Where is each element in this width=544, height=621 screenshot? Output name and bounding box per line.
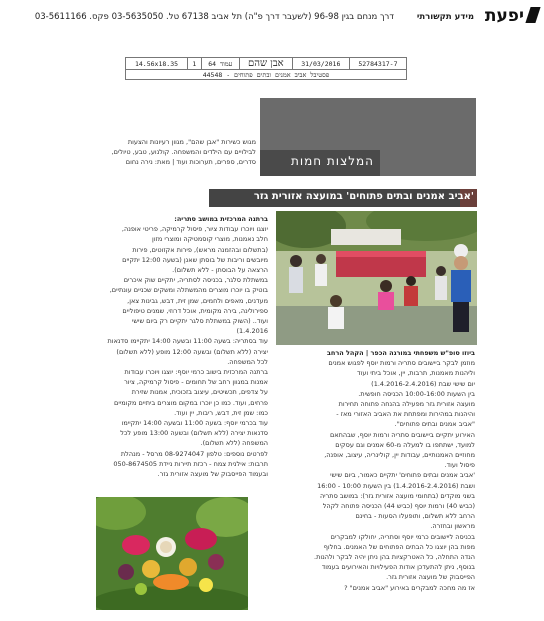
article-line: חלב נאמנות, מוצרי קוסמטיקה ומוצרי מזון bbox=[152, 235, 268, 244]
article-line: יוצגו ויוכרו עבודות ציור, פיסול קרמיקה, פריטי אופנה, bbox=[121, 225, 268, 234]
publication-name: אבן שהם bbox=[239, 58, 292, 70]
agency-name: מידע תקשורתי bbox=[416, 12, 474, 22]
article-line: מיובשים וריבות של בוסתן שאנן (בשעה 12:00 יתקיים bbox=[122, 255, 268, 264]
clipping-metadata-table bbox=[125, 57, 407, 80]
article-line: ספירולינה, בירה מקומית, אוכל דרוזי, שמנים טיפוליים bbox=[122, 306, 268, 315]
article-column-left bbox=[98, 215, 268, 480]
article-line: בנוסף, ניתן להתעדכן אודות הפעילויות והאירועים בעמוד bbox=[321, 563, 475, 572]
article-line: ברתנה המרכזית בישוב כרמי יוסף: יוצגו ויוכרו עבודות bbox=[124, 368, 268, 377]
article-line: ועוד.. (השוק במשתלת סלגר יתקיים רק ביום שישי bbox=[131, 317, 268, 326]
article-line: הרצאה על הבוסתן - ללא תשלום). bbox=[172, 266, 268, 275]
exotic-fruit-photo bbox=[96, 497, 248, 610]
article-line: (כביש 40) ורמות יוסף (כביש 44) הכניסה פתוחה לקהל bbox=[322, 502, 475, 511]
article-line: מראשון ובחזרה. bbox=[430, 522, 475, 531]
yifat-logo bbox=[476, 6, 538, 28]
article-line: סדנאות יצירה (ללא תשלום) ובשעה 13:00 מופע לכל bbox=[120, 429, 268, 438]
article-line: בין השעות 10:00-16:00 הכניסה חופשית. bbox=[358, 389, 475, 398]
article-line: וליהנות מאמנות, תרבות, יין, אוכל ביתי ועוד bbox=[357, 369, 475, 378]
fruit-illustration bbox=[96, 497, 248, 610]
article-line: (בתשלום ובהזמנה מראש), פירות אקזוטים, פירות bbox=[132, 245, 268, 254]
article-line: והיהנות במהירות ומפתחת את האביב האזורי מאז - bbox=[336, 410, 475, 419]
article-line: הפייסבוק של מועצה אזורית גזר. bbox=[386, 573, 475, 582]
article-line: לפרטים נוספים: טלפון 08-9274047 מרסל - מנהלת bbox=[120, 449, 268, 458]
article-line: מועצה אזורית גזר מפעילה בהנחה פתוחה תחירות bbox=[338, 400, 475, 409]
article-line: האירוע יתקיים ביישובים סתריה ורמות יוסף, שבהתאם bbox=[329, 430, 475, 439]
article-line: בשני מוקדים (בתחומי מועצה אזורית גזר): במושב סתריה bbox=[319, 491, 475, 500]
section-title: המלצות חמות bbox=[290, 154, 374, 168]
article-line: לכל המשפחה. bbox=[227, 357, 268, 366]
article-line: יום שישי שבת (1.4.2016-2.4.2016) bbox=[371, 379, 475, 388]
clip-size: 14.56x18.35 bbox=[126, 58, 188, 70]
article-line: אמנות במגוון רחב של תחומים - פיסול קרמיקה, ציור bbox=[124, 378, 268, 387]
clip-date: 31/03/2016 bbox=[292, 58, 349, 70]
article-line: פיסול ועוד. bbox=[444, 461, 475, 470]
article-line: 1.4.2016) bbox=[236, 327, 268, 336]
article-line: מוזמן לבקר ביישובים סתריה ורמות יוסף לפגוש אמנים bbox=[328, 359, 475, 368]
article-column-right bbox=[275, 349, 475, 594]
article-line: "אביב אמנים ובתים פתוחים". bbox=[394, 420, 475, 429]
article-line: ברתנה המרכזית במושב סתריה: bbox=[174, 215, 268, 223]
article-line: 'אביב אמנים ובתים פתוחים' יתקיים כאמור, ביום שישי bbox=[330, 471, 475, 480]
article-line: על צדפים, תכשיטים, עיצוב בזכוכית, אמנות שזירת bbox=[131, 388, 268, 397]
intro-line: לבילויים עם הילדים והמשפחה. קולנוע, טבע, טיולים, bbox=[111, 148, 256, 156]
article-line: תרבות: אילנית צמח - רכזת תיירות ניידת 050-8674505 bbox=[113, 459, 268, 468]
article-line: המשפחה (ללא תשלום). bbox=[200, 439, 268, 448]
article-line: הרחב ללא תשלום, ותופעלו הסעות - בחינם bbox=[355, 512, 475, 521]
clip-count: 1 bbox=[188, 58, 202, 70]
contact-line: דרך מנחם בגין 96-98 (לשעבר דרך פ"ה) תל אביב 67138 טל. 03-5635050 פקס. 03-5611166 bbox=[34, 12, 394, 22]
intro-line: סדרים, ספרים, תערוכות ועוד | מאת: נירה נחום bbox=[125, 158, 256, 166]
article-line: ושבת (1.4.2016-2.4.2016) בין השעות 10:00 - 16:00 bbox=[317, 481, 475, 490]
article-line: מעדנים, מאפים ולחמים, שמן זית, דבש, גבינות צאן, bbox=[127, 296, 268, 305]
intro-line: מגוש כשירות "אבן שהם", מגוון רעיונות והצעות bbox=[127, 138, 256, 146]
article-headline: 'אביב אמנים ובתים פתוחים' במועצה אזורית גזר bbox=[253, 191, 474, 202]
festival-crowd-illustration bbox=[276, 211, 477, 345]
article-line: עוד בסתריה: בשעה 11:00 ובשעה 14:00 יתקיימו סדנאות bbox=[107, 337, 268, 346]
clip-subject: פסטיבל אביב אמנים ובתים פתוחים - 44548 bbox=[126, 70, 407, 80]
article-line: הנדה התחלה, כל האטרקציות בהן ניתן יהיה לבקר ולהנות. bbox=[314, 553, 475, 562]
article-line: למועד, ישתתפו בו למעלה מ-60 אמנים וגם עסקים bbox=[335, 440, 475, 449]
article-line: פרחים, ועוד. כמו כן יוכרו במקום מוצרים ביתיים מקומיים bbox=[114, 398, 268, 407]
clip-id: 52784317-7 bbox=[349, 58, 406, 70]
page-number: עמוד 64 bbox=[201, 58, 239, 70]
article-line: מפות בהן יוצגו כל הבתים הפתוחים של האמנים. בחלוף bbox=[323, 542, 475, 551]
article-line: בכניסה ליישובים כרמי יוסף וסתריה, יחולקו למבקרים bbox=[330, 532, 475, 541]
article-line: ביוזו סופ"ש משפחתי במורגה הכפר | הקהל הרחב bbox=[326, 349, 475, 357]
article-line: ובעמוד הפייסבוק של מועצה אזורית גזר. bbox=[157, 470, 268, 479]
logo-text: יפעת bbox=[484, 6, 524, 26]
article-line: מחוזיים האמנותיים, עבודות יין, קולינריה, עיצוב, אופנה, bbox=[324, 451, 475, 460]
article-line: עוד בכרמי יוסף: בשעה 11:00 ובשעה 14:00 יתקיימו bbox=[121, 419, 268, 428]
article-line: בוטיק בו יוכרו מוצרים מהמשתלה ומשקים שכניים עונתיים, bbox=[109, 286, 268, 295]
logo-mark-icon bbox=[525, 7, 540, 23]
article-line: יצירה (ללא תשלום) ובשעה 12:00 מופע (ללא תשלום) bbox=[116, 347, 268, 356]
article-line: במשתלת סלגר, בכניסה לסתריה, יתקיים שוק איכרים bbox=[123, 276, 268, 285]
article-line: כמו: שמן זית, דבש, ריבות, יין ועוד. bbox=[174, 408, 268, 417]
section-intro bbox=[100, 137, 256, 167]
article-line: אז מה מחכה למבקרים באירוע "אביב אמנים" ? bbox=[344, 583, 475, 592]
festival-crowd-photo bbox=[276, 211, 477, 345]
